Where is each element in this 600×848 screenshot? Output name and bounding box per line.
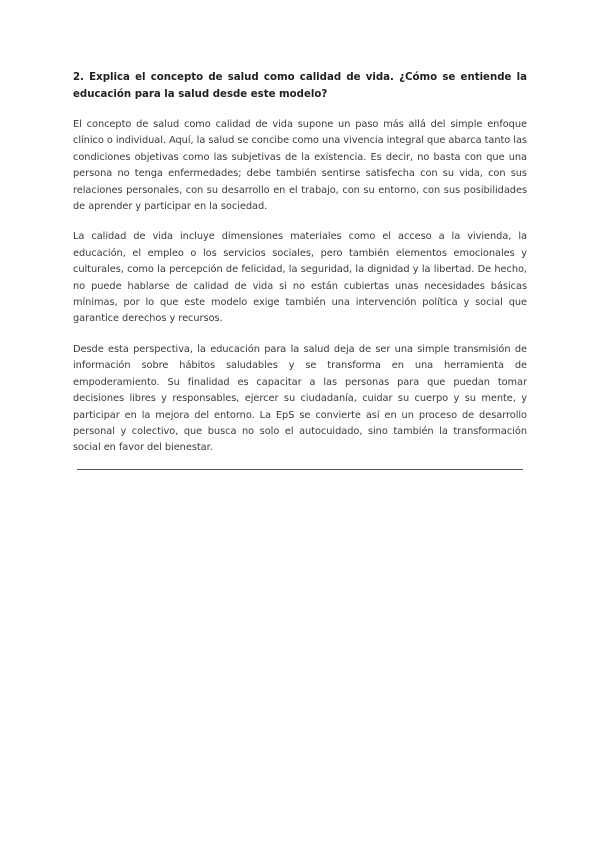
answer-paragraph-2: La calidad de vida incluye dimensiones materiales como el acceso a la vivienda, la educación, el empleo o los servicios sociales, pero también elementos emocionales y culturales, como la percepción de felicidad, la seguridad, la dignidad y la libertad. De hecho, no puede hablarse de calidad de vida si no están cubiertas unas necesidades básicas mínimas, por lo que este modelo exige también una intervención política y social que garantice derechos y recursos.	[73, 231, 527, 325]
horizontal-divider	[77, 469, 523, 470]
document-body	[73, 70, 527, 471]
answer-paragraph-3: Desde esta perspectiva, la educación para la salud deja de ser una simple transmisión de información sobre hábitos saludables y se transforma en una herramienta de empoderamiento. Su finalidad es capacitar a las personas para que puedan tomar decisiones libres y responsables, ejercer su ciudadanía, cuidar su cuerpo y su mente, y participar en la mejora del entorno. La EpS se convierte así en un proceso de desarrollo personal y colectivo, que busca no solo el autocuidado, sino también la transformación social en favor del bienestar.	[73, 343, 527, 454]
question-heading: 2. Explica el concepto de salud como calidad de vida. ¿Cómo se entiende la educación para la salud desde este modelo?	[73, 72, 527, 100]
answer-paragraph-1: El concepto de salud como calidad de vida supone un paso más allá del simple enfoque clínico o individual. Aquí, la salud se concibe como una vivencia integral que abarca tanto las condiciones objetivas como las subjetivas de la existencia. Es decir, no basta con que una persona no tenga enfermedades; debe también sentirse satisfecha con su vida, con sus relaciones personales, con su desarrollo en el trabajo, con su entorno, con sus posibilidades de aprender y participar en la sociedad.	[73, 119, 527, 213]
